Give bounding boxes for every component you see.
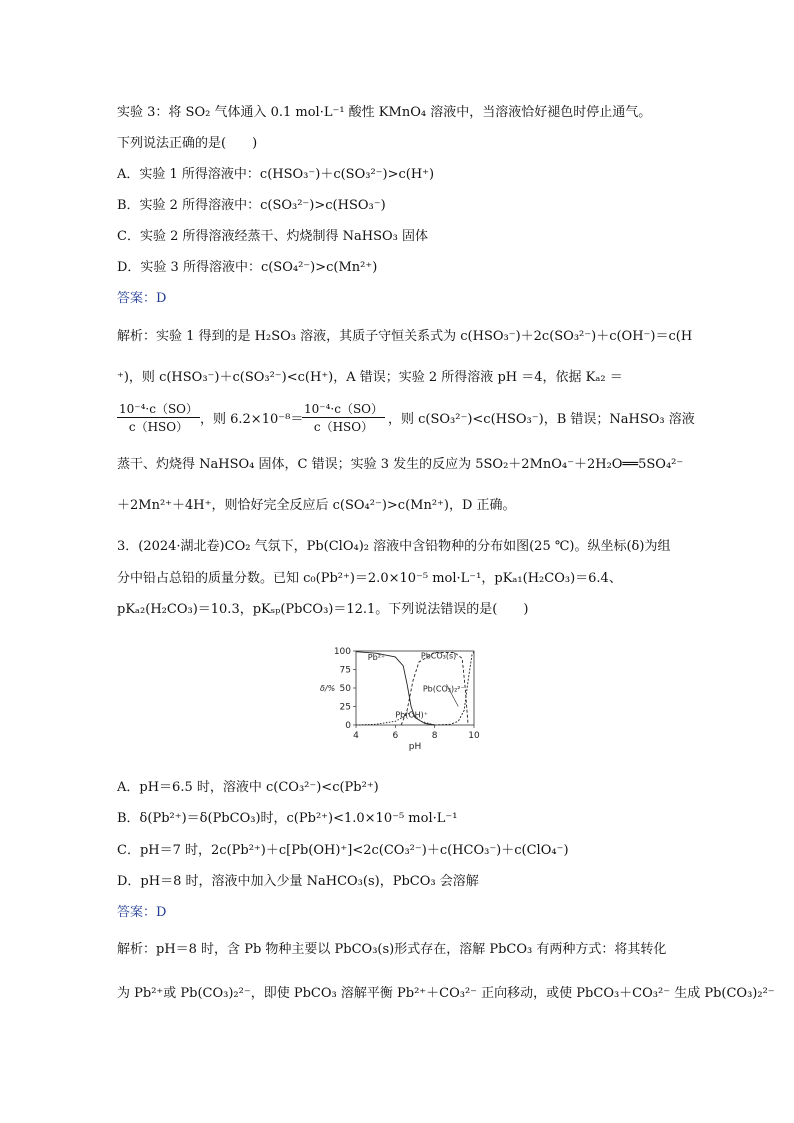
x-tick-label: 4 xyxy=(353,731,359,741)
q3-option-d: D．pH＝8 时，溶液中加入少量 NaHCO₃(s)，PbCO₃ 会溶解 xyxy=(117,874,479,889)
q2-explanation-line4: 蒸干、灼烧得 NaHSO₄ 固体，C 错误；实验 3 发生的反应为 5SO₂＋2MnO₄⁻＋2H₂O══5SO₄²⁻ xyxy=(117,457,684,472)
fraction-numerator: 10⁻⁴·c（SO） xyxy=(119,402,199,416)
y-axis-label: δ/% xyxy=(320,684,336,693)
q2-explanation-mid: ，则 6.2×10⁻⁸＝ xyxy=(200,412,304,427)
series-label: Pb(OH)⁺ xyxy=(395,710,429,720)
x-tick-label: 6 xyxy=(392,731,399,741)
q3-answer: 答案：D xyxy=(117,905,167,920)
y-tick-label: 0 xyxy=(345,721,351,731)
q2-fraction-2 xyxy=(302,400,385,435)
y-tick-label: 100 xyxy=(333,647,351,657)
q3-explanation-line1: 解析：pH＝8 时，含 Pb 物种主要以 PbCO₃(s)形式存在，溶解 PbCO₃ 有两种方式：将其转化 xyxy=(117,942,667,957)
series-label: Pb²⁺ xyxy=(367,652,386,662)
q2-explanation-tail: ，则 c(SO₃²⁻)<c(HSO₃⁻)，B 错误；NaHSO₃ 溶液 xyxy=(388,412,695,427)
q2-explanation-line5: ＋2Mn²⁺＋4H⁺，则恰好完全反应后 c(SO₄²⁻)>c(Mn²⁺)，D 正确。 xyxy=(117,498,516,513)
q3-option-a: A．pH＝6.5 时，溶液中 c(CO₃²⁻)<c(Pb²⁺) xyxy=(117,780,379,795)
q3-explanation-line2: 为 Pb²⁺或 Pb(CO₃)₂²⁻，即使 PbCO₃ 溶解平衡 Pb²⁺＋CO₃²⁻ 正向移动，或使 PbCO₃＋CO₃²⁻ 生成 Pb(CO₃)₂²⁻ xyxy=(117,986,775,1001)
y-tick-label: 50 xyxy=(339,684,351,694)
x-tick-label: 10 xyxy=(468,731,480,741)
y-tick-label: 75 xyxy=(339,665,351,676)
series-label: Pb(CO₃)₂²⁻ xyxy=(422,684,465,694)
q2-option-a: A．实验 1 所得溶液中：c(HSO₃⁻)＋c(SO₃²⁻)>c(H⁺) xyxy=(117,167,435,182)
x-tick-label: 8 xyxy=(431,731,438,741)
q2-experiment3: 实验 3：将 SO₂ 气体通入 0.1 mol·L⁻¹ 酸性 KMnO₄ 溶液中，当溶液恰好褪色时停止通气。 xyxy=(117,105,652,120)
q3-stem-line2: 分中铅占总铅的质量分数。已知 c₀(Pb²⁺)＝2.0×10⁻⁵ mol·L⁻¹，pKₐ₁(H₂CO₃)＝6.4、 xyxy=(117,571,622,586)
q2-explanation-line1: 解析：实验 1 得到的是 H₂SO₃ 溶液，其质子守恒关系式为 c(HSO₃⁻)＋2c(SO₃²⁻)＋c(OH⁻)＝c(H xyxy=(117,329,693,344)
q2-fraction-1 xyxy=(117,400,200,435)
q3-stem-line1: 3．(2024·湖北卷)CO₂ 气氛下，Pb(ClO₄)₂ 溶液中含铅物种的分布如图(25 ℃)。纵坐标(δ)为组 xyxy=(117,539,671,554)
series-label: PbCO₃(s) xyxy=(420,651,457,661)
q3-stem-line3: pKₐ₂(H₂CO₃)＝10.3，pKₛₚ(PbCO₃)＝12.1。下列说法错误的是( ) xyxy=(117,602,529,617)
q2-answer: 答案：D xyxy=(117,291,167,306)
y-tick-label: 25 xyxy=(339,702,351,713)
q2-option-c: C．实验 2 所得溶液经蒸干、灼烧制得 NaHSO₃ 固体 xyxy=(117,229,428,244)
x-axis-label: pH xyxy=(408,742,422,752)
q3-option-c: C．pH＝7 时，2c(Pb²⁺)＋c[Pb(OH)⁺]<2c(CO₃²⁻)＋c(HCO₃⁻)＋c(ClO₄⁻) xyxy=(117,843,569,858)
fraction-denominator: c（HSO） xyxy=(128,420,189,434)
q3-option-b: B．δ(Pb²⁺)＝δ(PbCO₃)时，c(Pb²⁺)<1.0×10⁻⁵ mol·L⁻¹ xyxy=(117,811,458,826)
q2-stem: 下列说法正确的是( ) xyxy=(117,136,258,151)
q2-option-d: D．实验 3 所得溶液中：c(SO₄²⁻)>c(Mn²⁺) xyxy=(117,260,378,275)
distribution-chart xyxy=(314,643,484,755)
fraction-numerator: 10⁻⁴·c（SO） xyxy=(304,402,384,416)
q2-option-b: B．实验 2 所得溶液中：c(SO₃²⁻)>c(HSO₃⁻) xyxy=(117,198,386,213)
q2-explanation-line2: ⁺)，则 c(HSO₃⁻)＋c(SO₃²⁻)<c(H⁺)，A 错误；实验 2 所得溶液 pH ＝4，依据 Kₐ₂ ＝ xyxy=(117,370,623,385)
fraction-denominator: c（HSO） xyxy=(313,420,374,434)
